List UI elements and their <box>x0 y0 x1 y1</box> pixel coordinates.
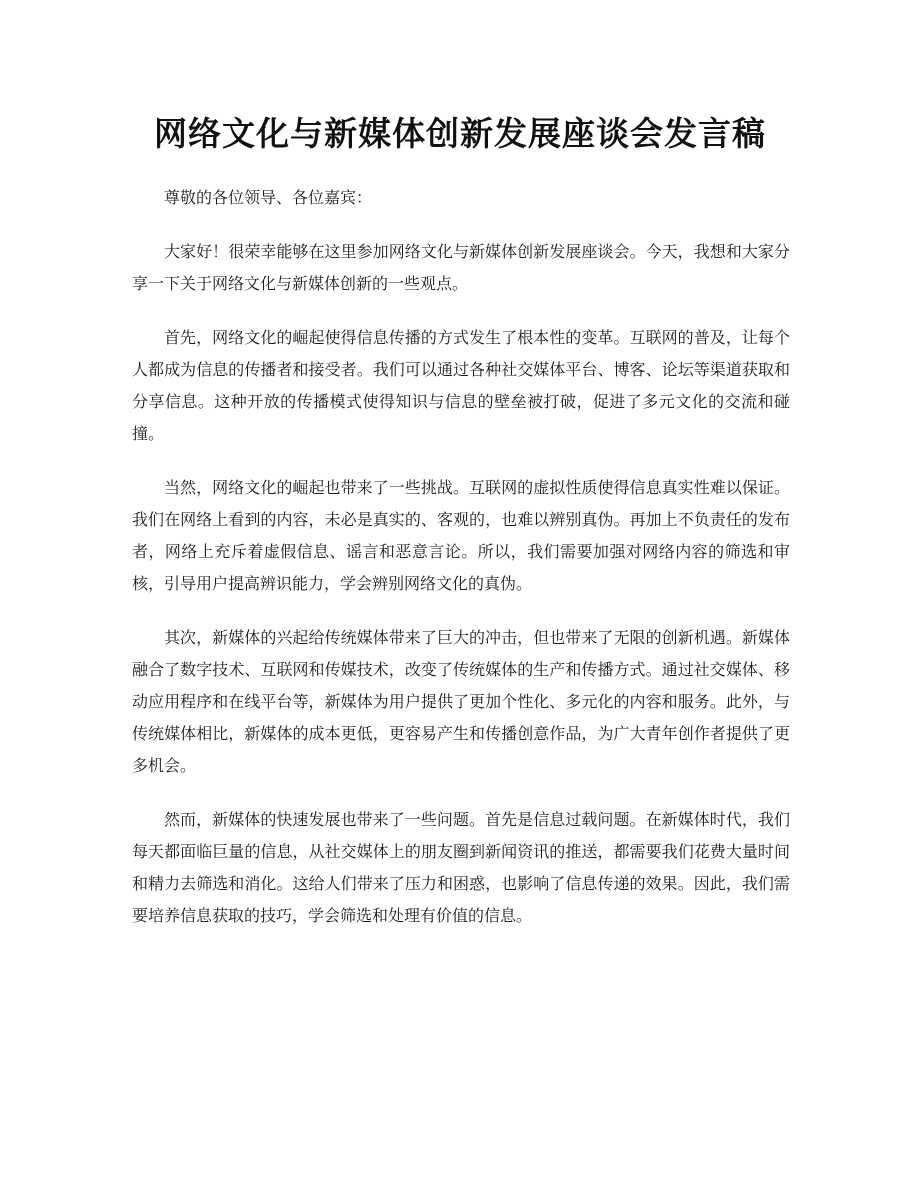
document-title: 网络文化与新媒体创新发展座谈会发言稿 <box>154 114 766 153</box>
paragraph-2: 当然，网络文化的崛起也带来了一些挑战。互联网的虚拟性质使得信息真实性难以保证。我们在网络上看到的内容，未必是真实的、客观的，也难以辨别真伪。再加上不负责任的发布者，网络上充斥着虚假信息、谣言和恶意言论。所以，我们需要加强对网络内容的筛选和审核，引导用户提高辨识能力，学会辨别网络文化的真伪。 <box>132 478 790 593</box>
paragraph-greeting: 大家好！很荣幸能够在这里参加网络文化与新媒体创新发展座谈会。今天，我想和大家分享一下关于网络文化与新媒体创新的一些观点。 <box>132 242 790 293</box>
document-body <box>132 182 790 954</box>
paragraph-salutation: 尊敬的各位领导、各位嘉宾： <box>164 188 373 207</box>
paragraph-1: 首先，网络文化的崛起使得信息传播的方式发生了根本性的变革。互联网的普及，让每个人都成为信息的传播者和接受者。我们可以通过各种社交媒体平台、博客、论坛等渠道获取和分享信息。这种开放的传播模式使得知识与信息的壁垒被打破，促进了多元文化的交流和碰撞。 <box>132 328 790 443</box>
paragraph-3: 其次，新媒体的兴起给传统媒体带来了巨大的冲击，但也带来了无限的创新机遇。新媒体融合了数字技术、互联网和传媒技术，改变了传统媒体的生产和传播方式。通过社交媒体、移动应用程序和在线平台等，新媒体为用户提供了更加个性化、多元化的内容和服务。此外，与传统媒体相比，新媒体的成本更低，更容易产生和传播创意作品，为广大青年创作者提供了更多机会。 <box>132 628 790 775</box>
paragraph-4: 然而，新媒体的快速发展也带来了一些问题。首先是信息过载问题。在新媒体时代，我们每天都面临巨量的信息，从社交媒体上的朋友圈到新闻资讯的推送，都需要我们花费大量时间和精力去筛选和消化。这给人们带来了压力和困惑，也影响了信息传递的效果。因此，我们需要培养信息获取的技巧，学会筛选和处理有价值的信息。 <box>132 810 790 925</box>
